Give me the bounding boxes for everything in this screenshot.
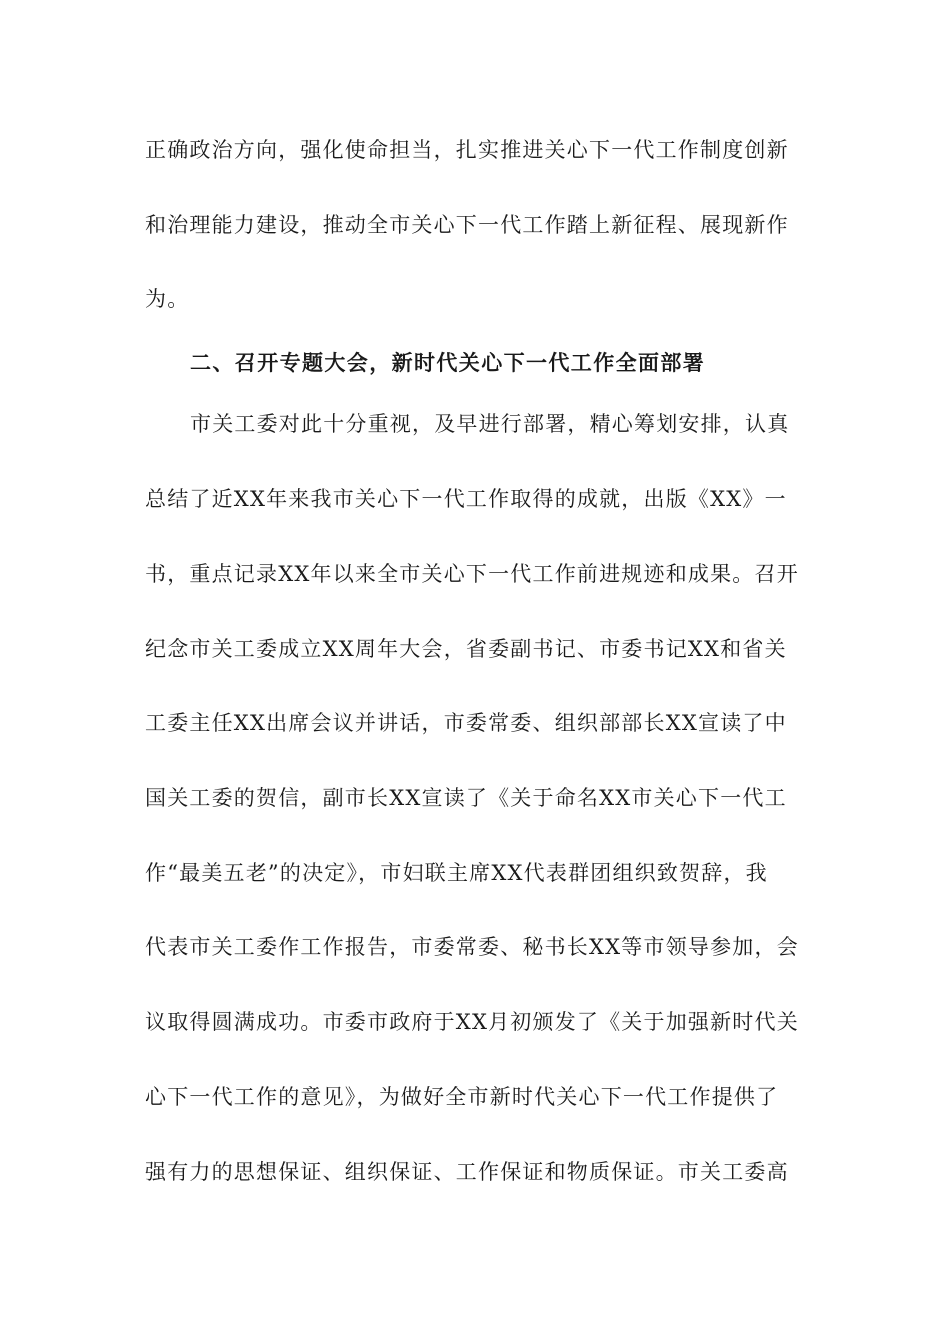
paragraph-line: 国关工委的贺信，副市长XX宣读了《关于命名XX市关心下一代工 xyxy=(145,786,787,810)
paragraph-line: 总结了近XX年来我市关心下一代工作取得的成就，出版《XX》一 xyxy=(145,487,787,511)
paragraph-line: 心下一代工作的意见》，为做好全市新时代关心下一代工作提供了 xyxy=(145,1085,779,1109)
paragraph-line: 和治理能力建设，推动全市关心下一代工作踏上新征程、展现新作 xyxy=(145,213,789,237)
paragraph-line: 书，重点记录XX年以来全市关心下一代工作前进规迹和成果。召开 xyxy=(145,562,799,586)
paragraph-line: 正确政治方向，强化使命担当，扎实推进关心下一代工作制度创新 xyxy=(145,138,789,162)
paragraph-line: 纪念市关工委成立XX周年大会，省委副书记、市委书记XX和省关 xyxy=(145,637,787,661)
paragraph-line: 作“最美五老”的决定》，市妇联主席XX代表群团组织致贺辞，我 xyxy=(145,861,768,885)
paragraph-line: 议取得圆满成功。市委市政府于XX月初颁发了《关于加强新时代关 xyxy=(145,1010,799,1034)
paragraph-line: 为。 xyxy=(145,287,190,311)
paragraph-line: 强有力的思想保证、组织保证、工作保证和物质保证。市关工委高 xyxy=(145,1160,789,1184)
paragraph-line: 市关工委对此十分重视，及早进行部署，精心筹划安排，认真 xyxy=(190,412,790,436)
paragraph-line: 代表市关工委作工作报告，市委常委、秘书长XX等市领导参加，会 xyxy=(145,935,799,959)
section-heading: 二、召开专题大会，新时代关心下一代工作全面部署 xyxy=(190,350,706,375)
paragraph-line: 工委主任XX出席会议并讲话，市委常委、组织部部长XX宣读了中 xyxy=(145,711,787,735)
